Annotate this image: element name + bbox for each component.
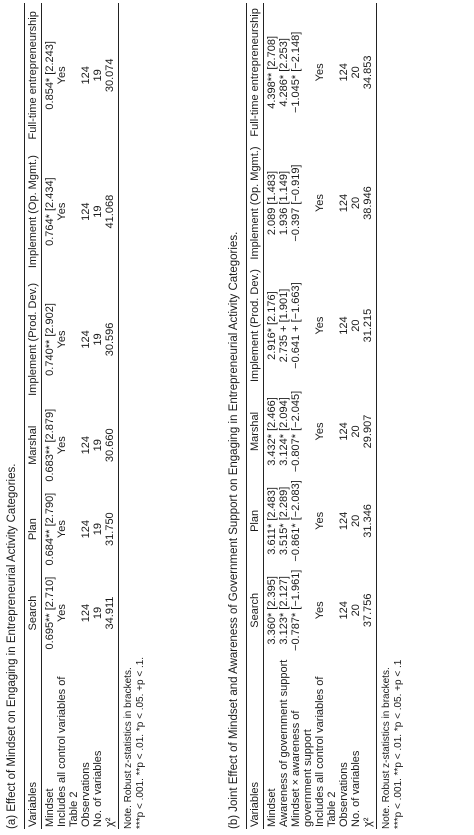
table-cell: 124 bbox=[338, 422, 350, 441]
table-cell: Yes bbox=[56, 520, 68, 539]
column-header-full-time-entrepreneurship: Full-time entrepreneurship bbox=[247, 3, 264, 142]
table-cell: 38.946 bbox=[362, 142, 377, 265]
panel-a bbox=[6, 3, 147, 829]
table-cell: 124 bbox=[80, 202, 92, 221]
table-cell: 20 bbox=[350, 425, 362, 438]
table-cell: 30.596 bbox=[104, 276, 119, 404]
table-cell: 124 bbox=[338, 316, 350, 335]
column-header-search: Search bbox=[247, 566, 264, 655]
panel-a-notes bbox=[123, 3, 147, 829]
column-header-plan: Plan bbox=[25, 487, 42, 571]
row-label-chi-squared: χ² bbox=[104, 655, 119, 829]
row-label-controls: Includes all control variables of Table 2 bbox=[314, 676, 338, 827]
table-cell: −0.787* [−1.961] bbox=[290, 569, 302, 651]
table-row bbox=[56, 3, 80, 829]
table-cell: 19 bbox=[92, 606, 104, 620]
column-header-variables: Variables bbox=[247, 655, 264, 829]
table-cell: 20 bbox=[350, 319, 362, 332]
panel-b-caption: (b) Joint Effect of Mindset and Awareness of Government Support on Engaging in Entrepreneurial Activity Categories. bbox=[228, 231, 240, 829]
table-cell: 20 bbox=[350, 196, 362, 210]
table-cell: 124 bbox=[80, 519, 92, 539]
row-label-mindset: Mindset bbox=[266, 788, 278, 827]
row-label-observations: Observations bbox=[338, 762, 350, 827]
panel-a-caption: (a) Effect of Mindset on Engaging in Entrepreneurial Activity Categories. bbox=[6, 463, 18, 829]
table-cell: 124 bbox=[338, 511, 350, 531]
table-cell: 124 bbox=[338, 601, 350, 620]
table-row bbox=[338, 3, 350, 829]
row-label-observations: Observations bbox=[80, 762, 92, 827]
table-cell: Yes bbox=[314, 316, 326, 335]
table-cell: 41.068 bbox=[104, 148, 119, 276]
table-cell: 124 bbox=[80, 330, 92, 349]
table-cell: 124 bbox=[80, 603, 92, 623]
table-cell: 20 bbox=[350, 66, 362, 79]
table-cell: Yes bbox=[56, 66, 68, 85]
table-cell: Yes bbox=[314, 422, 326, 441]
table-cell: 2.089 [1.483] bbox=[266, 170, 278, 236]
row-label-chi-squared: χ² bbox=[362, 655, 377, 829]
row-label-no-of-variables: No. of variables bbox=[92, 750, 104, 827]
table-cell: −0.641 + [−1.663] bbox=[290, 282, 302, 369]
column-header-marshal: Marshal bbox=[25, 403, 42, 487]
table-cell: 19 bbox=[92, 205, 104, 218]
table-cell: 29.907 bbox=[362, 387, 377, 476]
table-row bbox=[290, 3, 314, 829]
table-cell: 3.124* [2.094] bbox=[278, 397, 290, 466]
table-row bbox=[92, 3, 104, 829]
column-header-implement-prod-dev: Implement (Prod. Dev.) bbox=[247, 264, 264, 386]
table-cell: 31.346 bbox=[362, 476, 377, 565]
table-row bbox=[278, 3, 290, 829]
table-cell: Yes bbox=[56, 436, 68, 455]
table-cell: 1.936 [1.149] bbox=[278, 170, 290, 236]
table-cell: Yes bbox=[56, 202, 68, 221]
panel-b bbox=[228, 3, 405, 829]
table-cell: 0.684** [2.790] bbox=[44, 492, 56, 566]
column-header-implement-op-mgmt: Implement (Op. Mgmt.) bbox=[247, 142, 264, 265]
column-header-implement-op-mgmt: Implement (Op. Mgmt.) bbox=[25, 148, 42, 276]
table-cell: −0.861* [−2.083] bbox=[290, 480, 302, 562]
panel-b-table bbox=[246, 3, 377, 829]
table-cell: 30.660 bbox=[104, 403, 119, 487]
table-cell: 19 bbox=[92, 69, 104, 82]
row-label-mindset: Mindset bbox=[44, 788, 56, 827]
panel-b-notes bbox=[381, 3, 405, 829]
table-cell: Yes bbox=[314, 194, 326, 213]
row-label-awareness: Awareness of government support bbox=[278, 659, 290, 827]
table-cell: 34.853 bbox=[362, 3, 377, 142]
column-header-plan: Plan bbox=[247, 476, 264, 565]
table-note: Note. Robust z-statistics in brackets. bbox=[123, 667, 134, 829]
table-cell: 20 bbox=[350, 604, 362, 617]
table-cell: 0.764* [2.434] bbox=[44, 177, 56, 246]
table-cell: 3.432* [2.466] bbox=[266, 397, 278, 466]
row-label-no-of-variables: No. of variables bbox=[350, 750, 362, 827]
table-cell: 4.286* [2.253] bbox=[278, 38, 290, 107]
table-cell: 19 bbox=[92, 333, 104, 346]
table-cell: 3.360* [2.395] bbox=[266, 576, 278, 645]
column-header-marshal: Marshal bbox=[247, 387, 264, 476]
row-label-controls: Includes all control variables of Table 2 bbox=[56, 676, 80, 827]
table-cell: −0.397 [−0.919] bbox=[290, 164, 302, 242]
table-note: Note. Robust z-statistics in brackets. bbox=[381, 667, 392, 829]
table-row bbox=[350, 3, 362, 829]
table-cell: 4.398** [2.708] bbox=[266, 35, 278, 109]
table-row bbox=[264, 3, 279, 829]
table-cell: 0.695** [2.710] bbox=[44, 576, 56, 650]
table-cell: 124 bbox=[80, 66, 92, 85]
column-header-full-time-entrepreneurship: Full-time entrepreneurship bbox=[25, 3, 42, 148]
table-cell: Yes bbox=[314, 511, 326, 530]
table-cell: 20 bbox=[350, 514, 362, 528]
table-cell: 19 bbox=[92, 523, 104, 536]
table-cell: 0.854* [2.243] bbox=[44, 41, 56, 110]
table-row bbox=[42, 3, 57, 829]
column-header-variables: Variables bbox=[25, 655, 42, 829]
table-cell: 31.215 bbox=[362, 264, 377, 386]
table-cell: −0.807* [−2.045] bbox=[290, 390, 302, 473]
table-row bbox=[80, 3, 92, 829]
table-cell: 3.123* [2.127] bbox=[278, 576, 290, 645]
table-cell: 19 bbox=[92, 439, 104, 452]
table-cell: 124 bbox=[338, 63, 350, 82]
table-cell: Yes bbox=[56, 604, 68, 623]
table-cell: 31.750 bbox=[104, 487, 119, 571]
panel-a-table bbox=[24, 3, 119, 829]
table-cell: 2.916* [2.176] bbox=[266, 291, 278, 360]
row-label-interaction: Mindset × awareness of government support bbox=[290, 710, 314, 827]
table-cell: 0.683** [2.879] bbox=[44, 408, 56, 482]
table-row bbox=[362, 3, 377, 829]
column-header-search: Search bbox=[25, 571, 42, 655]
table-cell: 30.074 bbox=[104, 3, 119, 148]
significance-note: ***p < .001. **p < .01. *p < .05. +p < .1 bbox=[393, 659, 404, 829]
table-cell: 2.735 + [1.901] bbox=[278, 288, 290, 363]
table-row bbox=[314, 3, 338, 829]
table-cell: 0.740** [2.902] bbox=[44, 303, 56, 376]
table-cell: 124 bbox=[338, 193, 350, 213]
table-cell: 3.611* [2.483] bbox=[266, 487, 278, 555]
table-cell: Yes bbox=[314, 63, 326, 82]
table-cell: 34.911 bbox=[104, 571, 119, 655]
table-row bbox=[104, 3, 119, 829]
table-cell: −1.045* [−2.148] bbox=[290, 31, 302, 114]
table-cell: Yes bbox=[314, 601, 326, 620]
table-cell: Yes bbox=[56, 330, 68, 349]
significance-note: ***p < .001. **p < .01. *p < .05. +p < .1. bbox=[135, 656, 146, 829]
table-cell: 3.515* [2.289] bbox=[278, 486, 290, 556]
table-cell: 124 bbox=[80, 436, 92, 455]
table-cell: 37.756 bbox=[362, 566, 377, 655]
column-header-implement-prod-dev: Implement (Prod. Dev.) bbox=[25, 276, 42, 404]
